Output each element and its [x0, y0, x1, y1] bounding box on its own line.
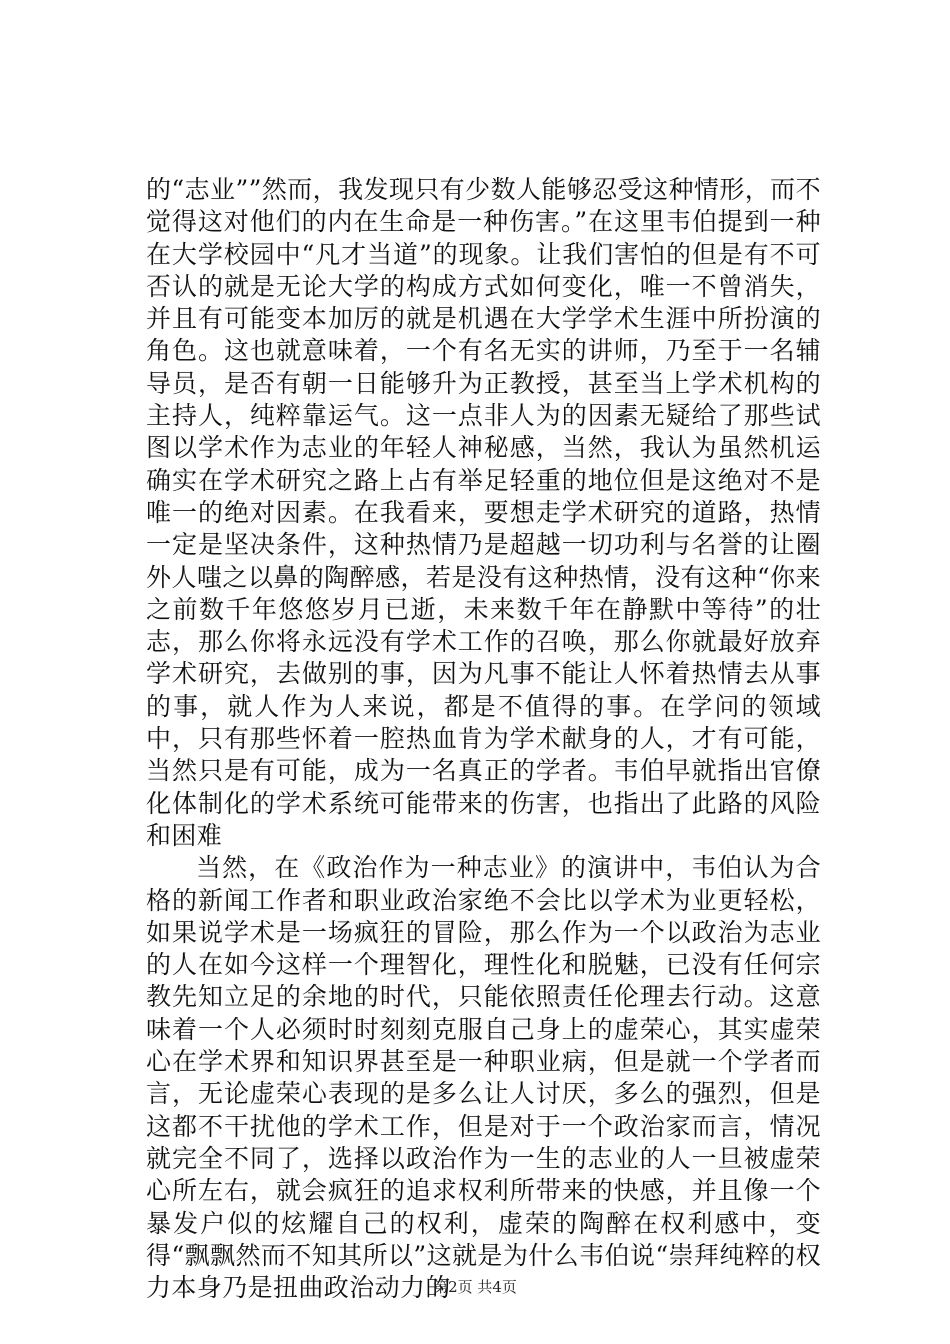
paragraph-1: 的“志业””然而，我发现只有少数人能够忍受这种情形，而不觉得这对他们的内在生命是一种伤害。”在这里韦伯提到一种在大学校园中“凡才当道”的现象。让我们害怕的但是有不可否认的就是无论大学的构成方式如何变化，唯一不曾消失，并且有可能变本加厉的就是机遇在大学学术生涯中所扮演的角色。这也就意味着，一个有名无实的讲师，乃至于一名辅导员，是否有朝一日能够升为正教授，甚至当上学术机构的主持人，纯粹靠运气。这一点非人为的因素无疑给了那些试图以学术作为志业的年轻人神秘感，当然，我认为虽然机运确实在学术研究之路上占有举足轻重的地位但是这绝对不是唯一的绝对因素。在我看来，要想走学术研究的道路，热情一定是坚决条件，这种热情乃是超越一切功利与名誉的让圈外人嗤之以鼻的陶醉感，若是没有这种热情，没有这种“你来之前数千年悠悠岁月已逝，未来数千年在静默中等待”的壮志，那么你将永远没有学术工作的召唤，那么你就最好放弃学术研究，去做别的事，因为凡事不能让人怀着热情去从事的事，就人作为人来说，都是不值得的事。在学问的领域中，只有那些怀着一腔热血肯为学术献身的人，才有可能，当然只是有可能，成为一名真正的学者。韦伯早就指出官僚化体制化的学术系统可能带来的伤害，也指出了此路的风险和困难 — [146, 175, 821, 850]
paragraph-2: 当然，在《政治作为一种志业》的演讲中，韦伯认为合格的新闻工作者和职业政治家绝不会比以学术为业更轻松，如果说学术是一场疯狂的冒险，那么作为一个以政治为志业的人在如今这样一个理智化，理性化和脱魅，已没有任何宗教先知立足的余地的时代，只能依照责任伦理去行动。这意味着一个人必须时时刻刻克服自己身上的虚荣心，其实虚荣心在学术界和知识界甚至是一种职业病，但是就一个学者而言，无论虚荣心表现的是多么让人讨厌，多么的强烈，但是这都不干扰他的学术工作，但是对于一个政治家而言，情况就完全不同了，选择以政治作为一生的志业的人一旦被虚荣心所左右，就会疯狂的追求权利所带来的快感，并且像一个暴发户似的炫耀自己的权利，虚荣的陶醉在权利感中，变得“飘飘然而不知其所以”这就是为什么韦伯说“崇拜纯粹的权力本身乃是扭曲政治动力的 — [146, 853, 821, 1303]
document-body — [146, 174, 821, 1304]
page-number-footer: 第2页 共4页 — [433, 1278, 517, 1296]
